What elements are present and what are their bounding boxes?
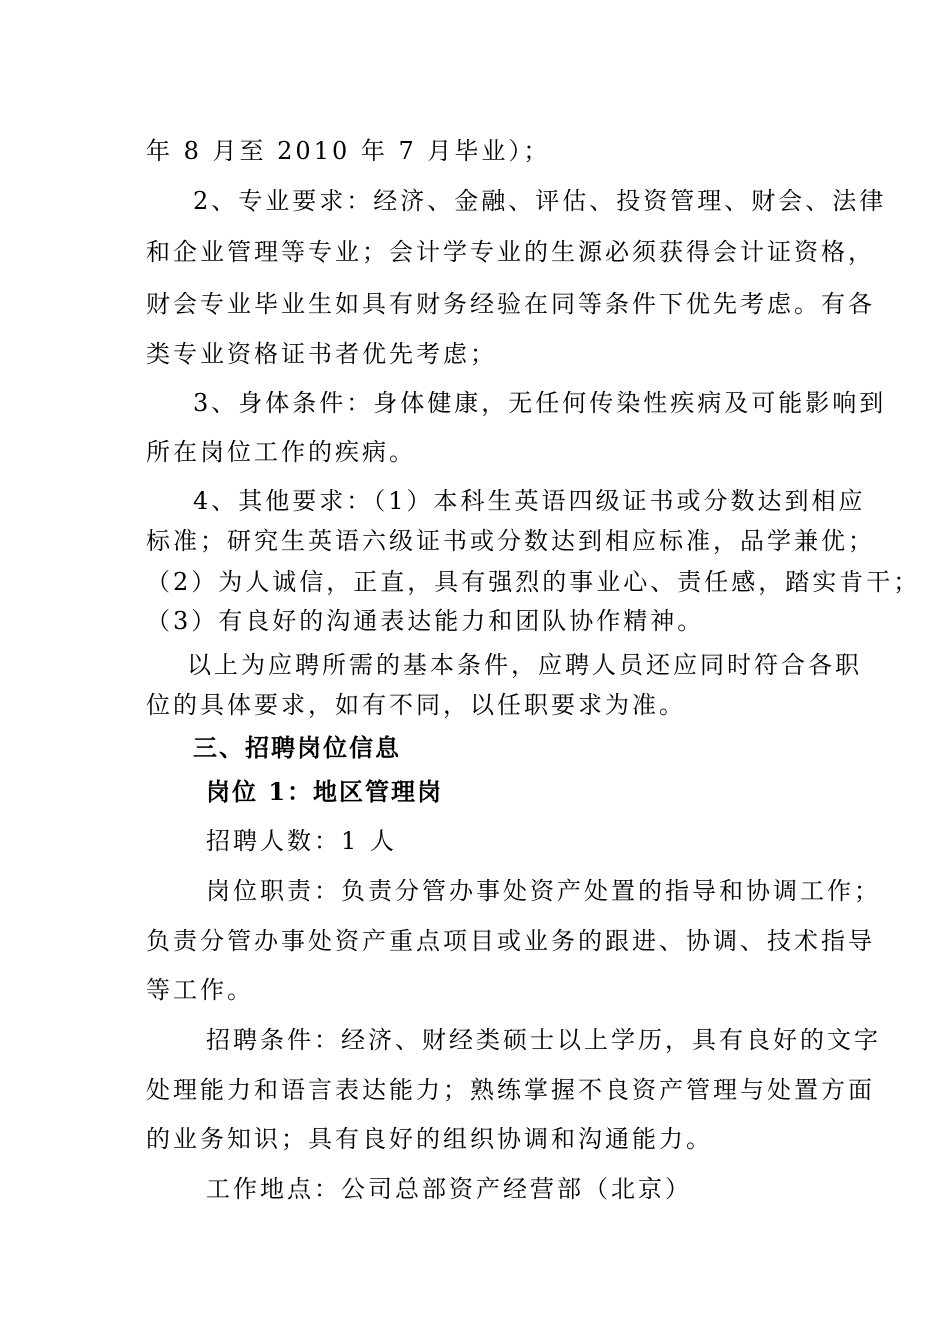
text-line-other-requirement-cont-3: （3）有良好的沟通表达能力和团队协作精神。 <box>146 607 705 635</box>
text-line-graduation-date: 年 8 月至 2010 年 7 月毕业）； <box>146 137 551 165</box>
text-line-major-requirement-cont-2: 财会专业毕业生如具有财务经验在同等条件下优先考虑。有各 <box>146 290 875 318</box>
text-line-health-requirement: 3、身体条件：身体健康，无任何传染性疾病及可能影响到 <box>193 389 887 417</box>
text-line-major-requirement-cont-3: 类专业资格证书者优先考虑； <box>146 340 497 368</box>
text-line-work-location: 工作地点：公司总部资产经营部（北京） <box>206 1175 692 1203</box>
text-line-basic-conditions-cont: 位的具体要求，如有不同，以任职要求为准。 <box>146 691 686 719</box>
text-line-qualifications: 招聘条件：经济、财经类硕士以上学历，具有良好的文字 <box>206 1026 881 1054</box>
text-line-major-requirement-cont-1: 和企业管理等专业；会计学专业的生源必须获得会计证资格， <box>146 238 875 266</box>
text-line-health-requirement-cont: 所在岗位工作的疾病。 <box>146 438 416 466</box>
position-title: 岗位 1：地区管理岗 <box>206 777 444 806</box>
text-line-headcount: 招聘人数：1 人 <box>206 827 397 855</box>
text-line-basic-conditions: 以上为应聘所需的基本条件，应聘人员还应同时符合各职 <box>187 651 862 679</box>
text-line-duties-cont-1: 负责分管办事处资产重点项目或业务的跟进、协调、技术指导 <box>146 927 875 955</box>
text-line-qualifications-cont-1: 处理能力和语言表达能力；熟练掌握不良资产管理与处置方面 <box>146 1076 875 1104</box>
text-line-other-requirement-cont-1: 标准；研究生英语六级证书或分数达到相应标准，品学兼优； <box>146 527 875 555</box>
text-line-other-requirement-cont-2: （2）为人诚信，正直，具有强烈的事业心、责任感，踏实肯干； <box>146 568 921 596</box>
section-heading-positions: 三、招聘岗位信息 <box>193 733 401 762</box>
text-line-major-requirement: 2、专业要求：经济、金融、评估、投资管理、财会、法律 <box>193 187 887 215</box>
text-line-other-requirement: 4、其他要求：（1）本科生英语四级证书或分数达到相应 <box>193 487 866 515</box>
text-line-qualifications-cont-2: 的业务知识；具有良好的组织协调和沟通能力。 <box>146 1125 713 1153</box>
text-line-duties-cont-2: 等工作。 <box>146 976 254 1004</box>
text-line-duties: 岗位职责：负责分管办事处资产处置的指导和协调工作； <box>206 877 881 905</box>
